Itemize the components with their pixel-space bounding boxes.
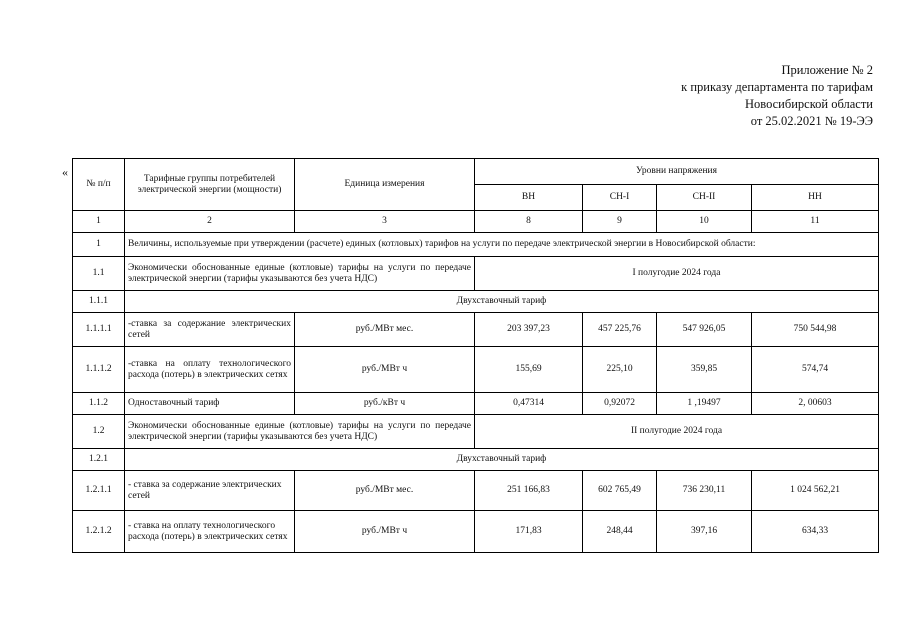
value-sn2: 397,16: [657, 511, 752, 553]
document-header: [681, 62, 873, 130]
row-period: I полугодие 2024 года: [475, 257, 879, 291]
row-text: - ставка за содержание электрических сетей: [125, 471, 295, 511]
row-num: 1.2: [73, 415, 125, 449]
value-sn2: 1 ,19497: [657, 393, 752, 415]
opening-quote: «: [62, 165, 68, 179]
value-vn: 203 397,23: [475, 313, 583, 347]
value-vn: 171,83: [475, 511, 583, 553]
row-unit: руб./МВт мес.: [295, 313, 475, 347]
row-num: 1.1.1.2: [73, 347, 125, 393]
colnum: 8: [475, 211, 583, 233]
colnum: 9: [583, 211, 657, 233]
value-sn1: 0,92072: [583, 393, 657, 415]
head-unit: Единица измерения: [295, 159, 475, 211]
head-levels: Уровни напряжения: [475, 159, 879, 185]
row-text: - ставка на оплату технологического расхода (потерь) в электрических сетях: [125, 511, 295, 553]
row-text: -ставка на оплату технологического расхода (потерь) в электрических сетях: [125, 347, 295, 393]
value-vn: 251 166,83: [475, 471, 583, 511]
value-vn: 155,69: [475, 347, 583, 393]
value-sn2: 736 230,11: [657, 471, 752, 511]
value-nn: 634,33: [752, 511, 879, 553]
value-nn: 1 024 562,21: [752, 471, 879, 511]
row-unit: руб./МВт ч: [295, 511, 475, 553]
row-text: Двухставочный тариф: [125, 291, 879, 313]
row-period: II полугодие 2024 года: [475, 415, 879, 449]
table-row: [73, 291, 879, 313]
row-unit: руб./МВт ч: [295, 347, 475, 393]
row-num: 1.2.1: [73, 449, 125, 471]
value-vn: 0,47314: [475, 393, 583, 415]
table-row: [73, 347, 879, 393]
row-num: 1.1.1: [73, 291, 125, 313]
table-row: [73, 313, 879, 347]
row-num: 1.1.1.1: [73, 313, 125, 347]
row-text: Экономически обоснованные единые (котловые) тарифы на услуги по передаче электрической энергии (тарифы указываются без учета НДС): [125, 257, 475, 291]
head-vn: ВН: [475, 185, 583, 211]
row-text: Одноставочный тариф: [125, 393, 295, 415]
row-num: 1.1.2: [73, 393, 125, 415]
header-appendix: Приложение № 2: [781, 63, 873, 77]
colnum: 1: [73, 211, 125, 233]
tariff-table: [72, 158, 879, 553]
value-sn2: 359,85: [657, 347, 752, 393]
value-sn1: 248,44: [583, 511, 657, 553]
header-region: Новосибирской области: [744, 97, 873, 111]
column-numbers-row: [73, 211, 879, 233]
value-nn: 574,74: [752, 347, 879, 393]
table-row: [73, 415, 879, 449]
row-text: Двухставочный тариф: [125, 449, 879, 471]
row-num: 1: [73, 233, 125, 257]
row-text: Величины, используемые при утверждении (расчете) единых (котловых) тарифов на услуги по передаче электрической энергии в Новосибирской области:: [125, 233, 879, 257]
value-sn1: 457 225,76: [583, 313, 657, 347]
head-sn1: СН-I: [583, 185, 657, 211]
head-sn2: СН-II: [657, 185, 752, 211]
head-num: № п/п: [73, 159, 125, 211]
value-sn2: 547 926,05: [657, 313, 752, 347]
row-text: -ставка за содержание электрических сетей: [125, 313, 295, 347]
table-row: [73, 511, 879, 553]
colnum: 2: [125, 211, 295, 233]
colnum: 10: [657, 211, 752, 233]
header-order: к приказу департамента по тарифам: [681, 80, 873, 94]
value-nn: 750 544,98: [752, 313, 879, 347]
colnum: 3: [295, 211, 475, 233]
row-unit: руб./МВт мес.: [295, 471, 475, 511]
table-row: [73, 257, 879, 291]
row-text: Экономически обоснованные единые (котловые) тарифы на услуги по передаче электрической энергии (тарифы указываются без учета НДС): [125, 415, 475, 449]
value-nn: 2, 00603: [752, 393, 879, 415]
colnum: 11: [752, 211, 879, 233]
table-row: [73, 393, 879, 415]
table-row: [73, 471, 879, 511]
row-num: 1.2.1.1: [73, 471, 125, 511]
value-sn1: 602 765,49: [583, 471, 657, 511]
row-num: 1.1: [73, 257, 125, 291]
value-sn1: 225,10: [583, 347, 657, 393]
row-num: 1.2.1.2: [73, 511, 125, 553]
row-unit: руб./кВт ч: [295, 393, 475, 415]
table-row: [73, 449, 879, 471]
head-nn: НН: [752, 185, 879, 211]
header-date: от 25.02.2021 № 19-ЭЭ: [750, 114, 873, 128]
table-row: [73, 233, 879, 257]
head-groups: Тарифные группы потребителей электрической энергии (мощности): [125, 159, 295, 211]
